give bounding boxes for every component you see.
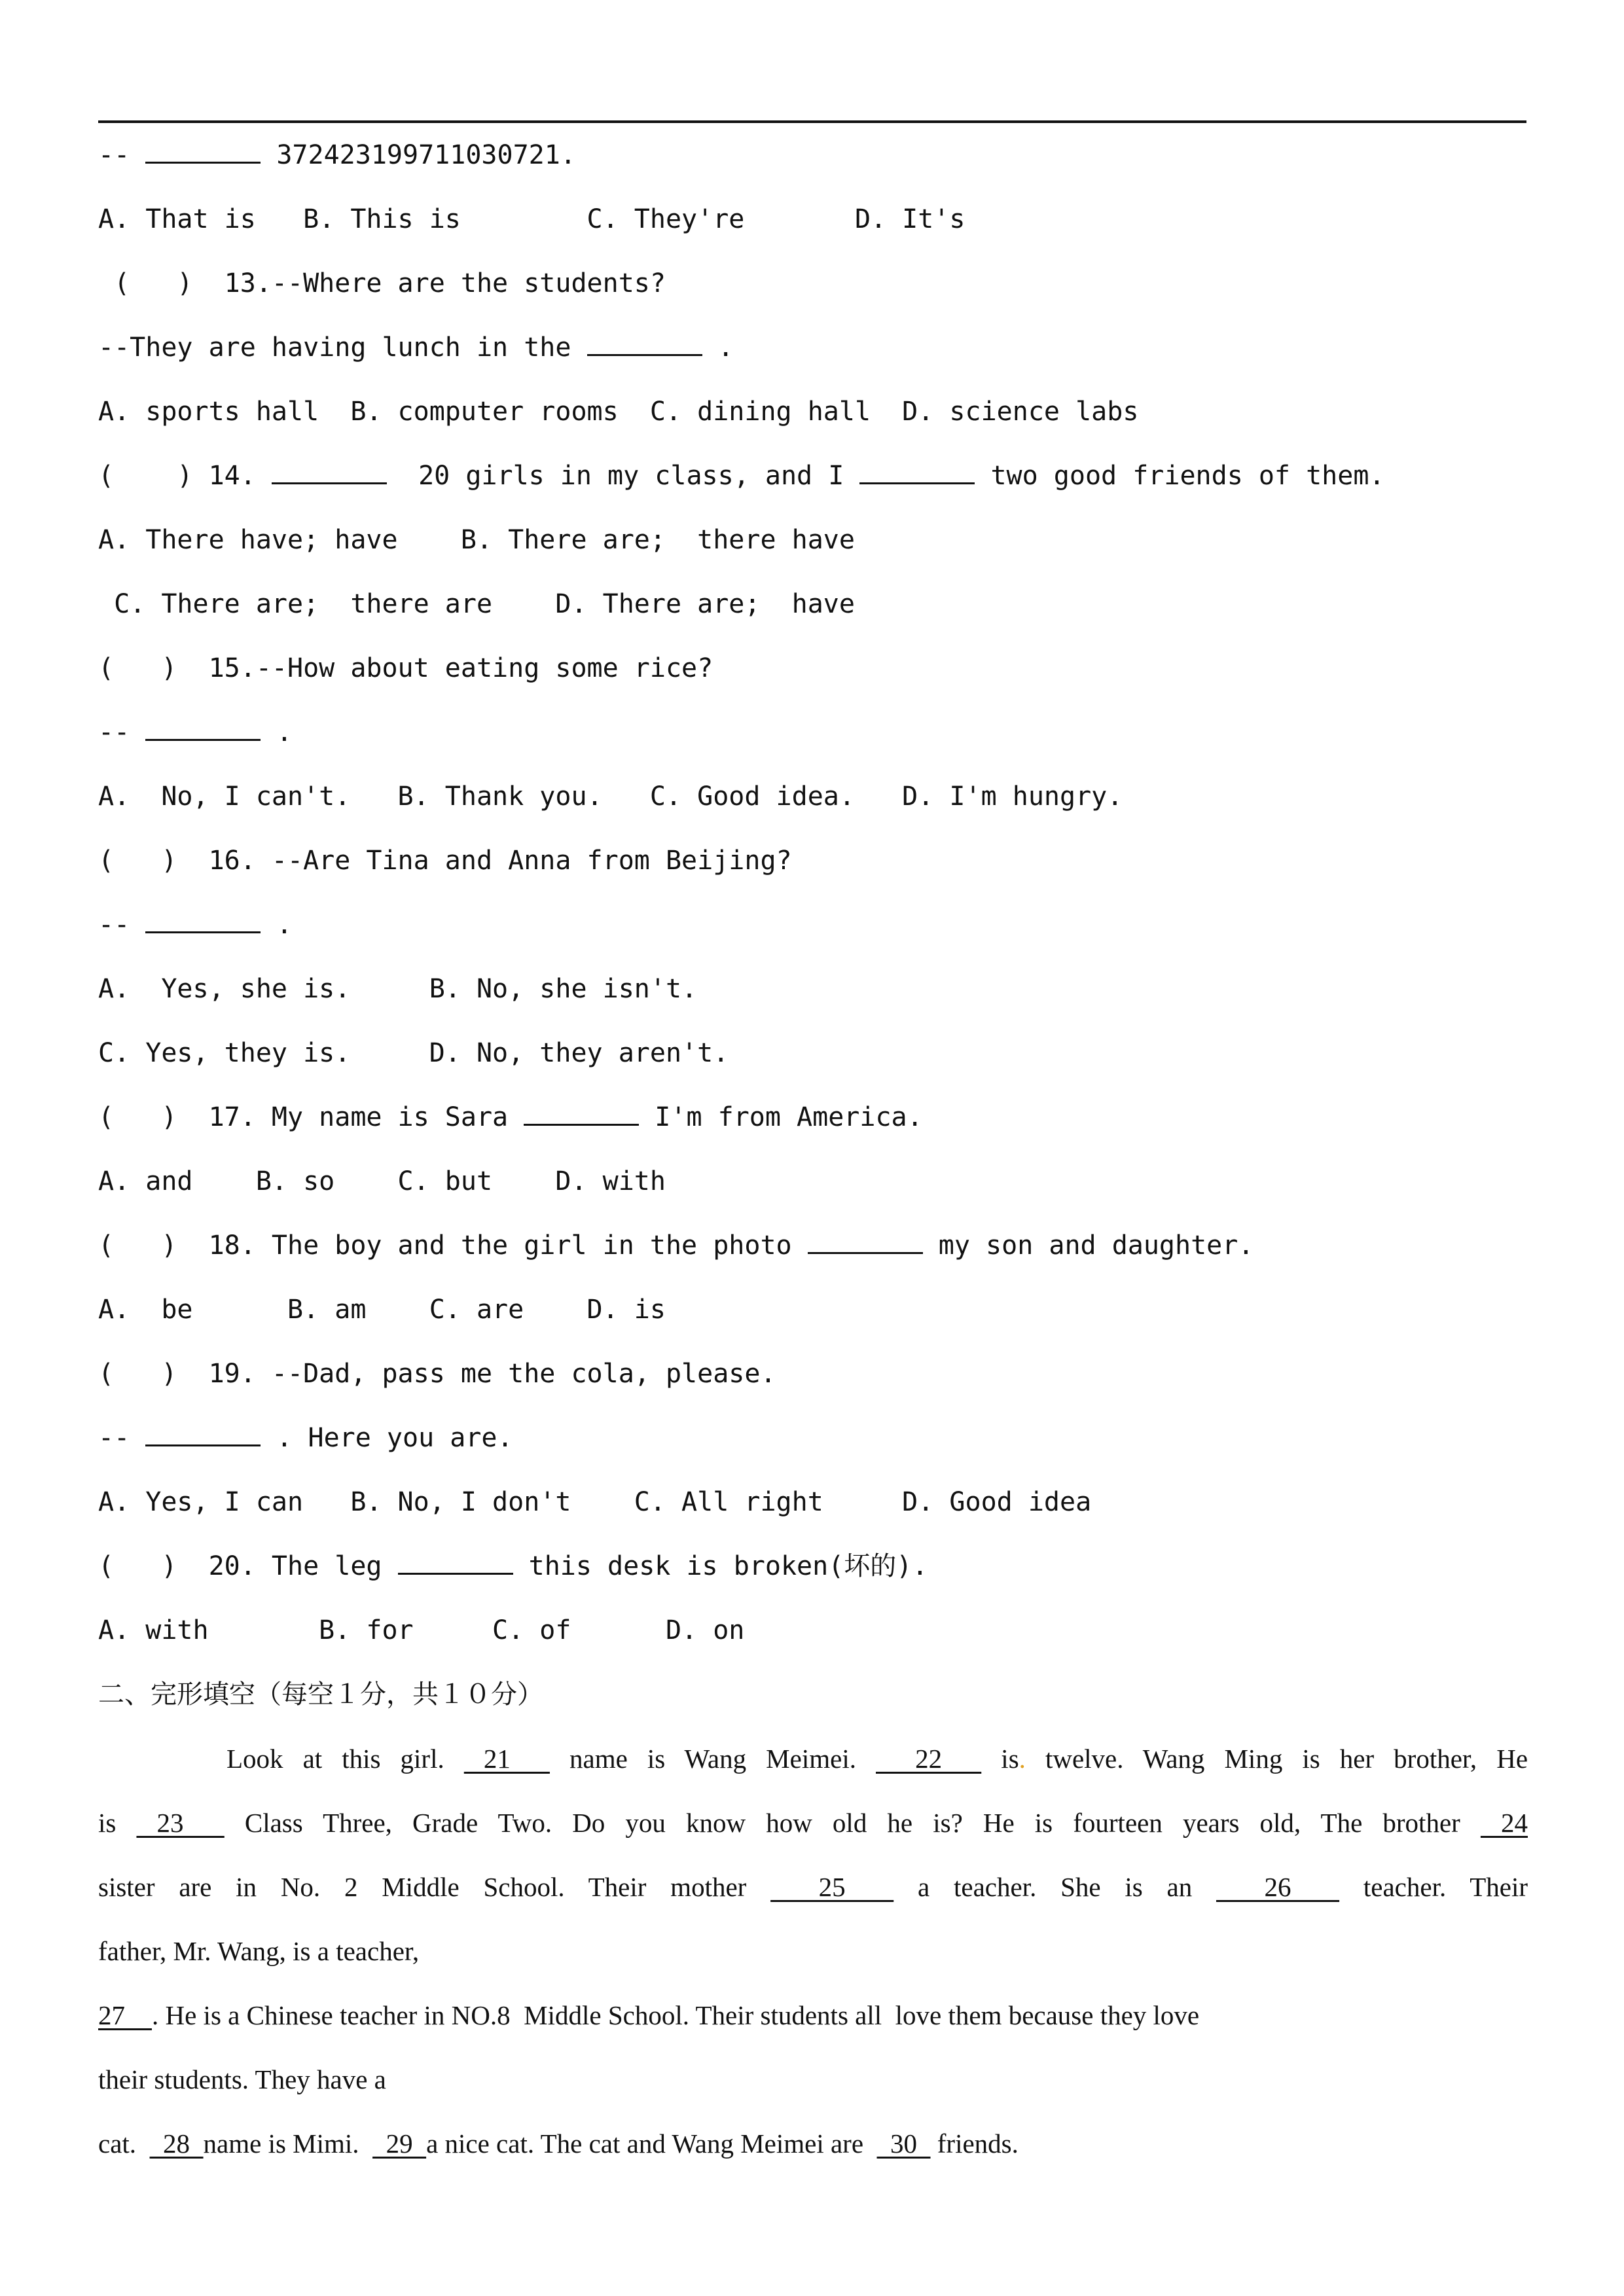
answer-blank xyxy=(808,1230,923,1254)
answer-blank xyxy=(145,1422,261,1446)
cloze-blank-22: 22 xyxy=(876,1744,982,1774)
q12-options: A. That is B. This is C. They're D. It's xyxy=(98,204,965,234)
header-rule xyxy=(98,120,1526,123)
cloze-line-3: sister are in No. 2 Middle School. Their mother 25 a teacher. She is an 26 teacher. Their xyxy=(98,1872,1528,1902)
cloze-blank-30: 30 xyxy=(876,2128,931,2159)
answer-blank xyxy=(272,460,387,484)
q14-question: ( ) 14. 20 girls in my class, and I two good friends of them. xyxy=(98,461,1385,491)
q13-options: A. sports hall B. computer rooms C. dining hall D. science labs xyxy=(98,397,1139,427)
cloze-blank-23: 23 xyxy=(136,1808,225,1838)
q15-options: A. No, I can't. B. Thank you. C. Good idea. D. I'm hungry. xyxy=(98,781,1123,812)
cloze-line-6: their students. They have a xyxy=(98,2064,386,2094)
q12-answer-line: -- 372423199711030721. xyxy=(98,140,576,170)
answer-blank xyxy=(145,139,261,164)
q16-question: ( ) 16. --Are Tina and Anna from Beijing? xyxy=(98,846,792,876)
cloze-blank-25: 25 xyxy=(770,1872,894,1902)
q13-question: ( ) 13.--Where are the students? xyxy=(98,268,666,298)
cloze-line-1: Look at this girl. 21 name is Wang Meimei. 22 is. twelve. Wang Ming is her brother, He xyxy=(226,1744,1528,1774)
q18-question: ( ) 18. The boy and the girl in the photo my son and daughter. xyxy=(98,1230,1254,1261)
q17-question: ( ) 17. My name is Sara I'm from America. xyxy=(98,1102,923,1132)
q16-answer-line: -- . xyxy=(98,910,293,940)
q14-options-cd: C. There are; there are D. There are; have xyxy=(98,589,855,619)
cloze-line-5: 27 . He is a Chinese teacher in NO.8 Middle School. Their students all love them because they love xyxy=(98,2000,1200,2030)
q16-options-ab: A. Yes, she is. B. No, she isn't. xyxy=(98,974,698,1004)
q13-answer-line: --They are having lunch in the . xyxy=(98,332,734,363)
cloze-blank-29: 29 xyxy=(372,2128,427,2159)
marker-dot: . xyxy=(1019,1744,1026,1774)
answer-blank xyxy=(398,1551,513,1575)
answer-blank xyxy=(145,909,261,933)
cloze-blank-28: 28 xyxy=(149,2128,204,2159)
section-title: 二、完形填空（每空１分，共１０分） xyxy=(98,1679,543,1710)
q15-question: ( ) 15.--How about eating some rice? xyxy=(98,653,713,683)
answer-blank xyxy=(524,1102,639,1126)
q14-options-ab: A. There have; have B. There are; there have xyxy=(98,525,855,555)
cloze-blank-24: 24 xyxy=(1480,1808,1528,1838)
cloze-blank-21: 21 xyxy=(463,1744,550,1774)
answer-blank xyxy=(587,332,702,356)
cloze-line-4: father, Mr. Wang, is a teacher, xyxy=(98,1936,420,1966)
cloze-line-7: cat. 28 name is Mimi. 29 a nice cat. The cat and Wang Meimei are 30 friends. xyxy=(98,2128,1019,2159)
q17-options: A. and B. so C. but D. with xyxy=(98,1166,666,1196)
answer-blank xyxy=(859,460,975,484)
cloze-blank-26: 26 xyxy=(1216,1872,1340,1902)
q19-question: ( ) 19. --Dad, pass me the cola, please. xyxy=(98,1359,776,1389)
q15-answer-line: -- . xyxy=(98,717,293,747)
q18-options: A. be B. am C. are D. is xyxy=(98,1295,666,1325)
q20-options: A. with B. for C. of D. on xyxy=(98,1615,745,1645)
answer-blank xyxy=(145,717,261,741)
q19-options: A. Yes, I can B. No, I don't C. All right D. Good idea xyxy=(98,1487,1092,1517)
cloze-blank-27: 27 xyxy=(98,2000,152,2030)
cloze-line-2: is 23 Class Three, Grade Two. Do you know how old he is? He is fourteen years old, The brother 24 xyxy=(98,1808,1528,1838)
q16-options-cd: C. Yes, they is. D. No, they aren't. xyxy=(98,1038,729,1068)
q19-answer-line: -- . Here you are. xyxy=(98,1423,513,1453)
q20-question: ( ) 20. The leg this desk is broken(坏的). xyxy=(98,1551,928,1581)
